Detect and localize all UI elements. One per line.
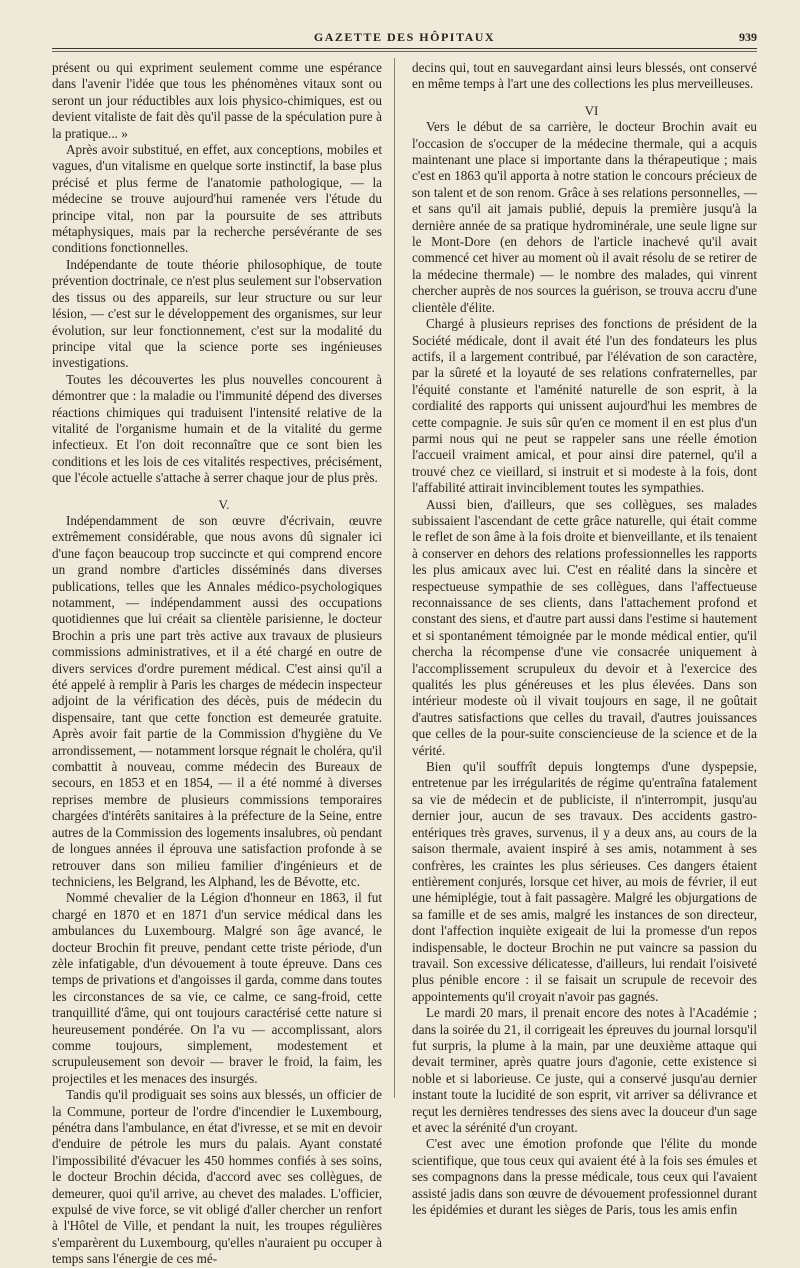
paragraph: Indépendante de toute théorie philosophique, de toute prévention doctrinale, ce n'est plus seulement sur l'observation des tissus ou des appareils, sur leur structure ou sur leur lésion, — c'est sur le développement des organismes, sur leur évolution, sur leur fonctionnement, c'est sur la modalité du principe vital que la science porte ses ingénieuses investigations. [52, 256, 382, 371]
header-rule-thin [52, 51, 757, 52]
paragraph: Vers le début de sa carrière, le docteur Brochin avait eu l'occasion de s'occuper de la médecine thermale, qui a acquis maintenant une place si importante dans la thérapeutique ; mais c'est en 1863 qu'il apporta à notre station le concours précieux de son talent et de son renom. Grâce à ses relations personnelles, — et sans qu'il ait jamais publié, depuis la première jusqu'à la dernière année de sa pratique hydrominérale, une seule ligne sur le Mont-Dore (en dehors de l'article inachevé qu'il avait commencé cet hiver au moment où il avait résolu de se retirer de la médecine thermale) — le nombre des malades, qui vinrent chercher auprès de nos sources la guérison, se trouva accru d'une clientèle d'élite. [412, 119, 757, 315]
paragraph: Indépendamment de son œuvre d'écrivain, œuvre extrêmement considérable, que nous avons dû signaler ici d'une façon beaucoup trop succincte et qui comprend encore un grand nombre d'articles disséminés dans diverses publications, telles que les Annales médico-psychologiques notamment, — indépendamment aussi des occupations quotidiennes que lui créait sa clientèle parisienne, le docteur Brochin a pris une part très active aux travaux de plusieurs commissions administratives, et il a été chargé en outre de divers services d'ordre purement médical. C'est ainsi qu'il a été appelé à remplir à Paris les charges de médecin inspecteur adjoint de la vérification des décès, puis de médecin du dispensaire, tant que cette fonction est demeurée gratuite. Après avoir fait partie de la Commission d'hygiène du Ve arrondissement, — notamment lorsque régnait le choléra, qu'il combattit à nouveau, comme médecin des Bureaux de secours, en 1853 et en 1854, — il a été nommé à diverses reprises membre de plusieurs commissions temporaires chargées d'intérêts sanitaires à la préfecture de la Seine, entre autres de la Commission des logements insalubres, où pendant de longues années il éprouva une satisfaction profonde à se retrouver dans son milieu familier d'ingénieurs et de techniciens, les Belgrand, les Alphand, les de Bévotte, etc. [52, 512, 382, 889]
left-column [52, 60, 382, 1268]
header-rule [52, 48, 757, 49]
paragraph: Bien qu'il souffrît depuis longtemps d'une dyspepsie, entretenue par les irrégularités de régime qu'entraîna fatalement sa vie de médecin et de publiciste, il n'interrompit, jusqu'au dernier jour, aucun de ses travaux. Des accidents gastro-entériques très graves, survenus, il y a deux ans, au cours de la saison thermale, avaient inspiré à ses amis, notamment à ses confrères, les craintes les plus sérieuses. Ces dangers étaient entièrement conjurés, lorsque cet hiver, au mois de février, il eut une hémiplégie, tout à fait passagère. Malgré les objurgations de sa famille et de ses amis, malgré les instances de son directeur, dont l'affection inquiète exigeait de lui la promesse d'un repos indispensable, le docteur Brochin ne put vaincre sa passion du travail. Son excessive délicatesse, d'ailleurs, lui rendait l'oisiveté plus pénible encore : il se faisait un scrupule de recevoir des appointements qu'il croyait n'avoir pas gagnés. [412, 759, 757, 1004]
page-header [52, 30, 757, 48]
paragraph: C'est avec une émotion profonde que l'élite du monde scientifique, que tous ceux qui avaient été à la fois ses émules et ses compagnons dans la presse médicale, tous ceux qui l'avaient assisté jadis dans son œuvre de dévouement professionnel durant les épidémies et durant les sièges de Paris, tous les amis enfin [412, 1136, 757, 1218]
paragraph: Après avoir substitué, en effet, aux conceptions, mobiles et vagues, d'un vitalisme en quelque sorte instinctif, la base plus précisé et plus ferme de l'anatomie pathologique, — la médecine se trouve aujourd'hui ramenée vers l'étude du principe vital, non par la poursuite de ses attributs métaphysiques, mais par la recherche persévérante de ses conditions fonctionnelles. [52, 142, 382, 256]
paragraph: Tandis qu'il prodiguait ses soins aux blessés, un officier de la Commune, porteur de l'ordre d'incendier le Luxembourg, pénétra dans l'ambulance, en état d'ivresse, et se mit en devoir d'enduire de pétrole les murs du palais. Ayant constaté l'impossibilité d'évacuer les 450 hommes confiés à ses soins, le docteur Brochin décida, d'accord avec ses collègues, de demeurer, quoi qu'il arrive, au chevet des malades. L'officier, expulsé de vive force, se vit obligé d'aller chercher un renfort à l'Hôtel de Ville, et pendant la nuit, les troupes régulières s'emparèrent du Luxembourg, qu'elles n'auraient pu occuper à temps sans l'énergie de ces mé- [52, 1087, 382, 1267]
paragraph: Le mardi 20 mars, il prenait encore des notes à l'Académie ; dans la soirée du 21, il corrigeait les épreuves du journal lorsqu'il fut surpris, la plume à la main, par une deuxième attaque qui devait terminer, après quatre jours d'agonie, cette existence si noble et si laborieuse. Ce juste, qui a conservé jusqu'au dernier instant toute la lucidité de son esprit, vit arriver sa délivrance et reçut les dernières tendresses des siens avec la douceur d'un sage et avec la sérénité d'un croyant. [412, 1005, 757, 1135]
section-heading: V. [218, 496, 230, 512]
paragraph: Chargé à plusieurs reprises des fonctions de président de la Société médicale, dont il avait été l'un des fondateurs les plus actifs, il a largement contribué, par l'élévation de son caractère, par la sûreté et la loyauté de ses relations confraternelles, par l'équité constante et l'aménité naturelle de son esprit, à la cordialité des rapports qui unissent aujourd'hui les membres de cette compagnie. Je suis sûr qu'en ce moment il en est plus d'un parmi nous qui ne peut se rappeler sans une réelle émotion l'accueil vraiment amical, et pour ainsi dire paternel, qu'il a trouvé chez ce vieillard, si instruit et si modeste à la fois, dont l'affabilité attirait invinciblement toutes les sympathies. [412, 316, 757, 496]
column-divider [394, 58, 395, 1098]
running-title: GAZETTE DES HÔPITAUX [313, 30, 496, 44]
page-number: 939 [739, 30, 757, 44]
section-heading: VI [584, 102, 599, 118]
paragraph: Nommé chevalier de la Légion d'honneur en 1863, il fut chargé en 1870 et en 1871 d'un service médical dans les ambulances du Luxembourg. Malgré son âge avancé, le docteur Brochin fit preuve, pendant cette triste période, d'un zèle infatigable, d'un dévouement à toute épreuve. Dans ces temps de privations et d'angoisses il garda, comme dans toutes les circonstances de sa vie, ce calme, ce sang-froid, cette tranquillité d'âme, qui ont toujours caractérisé cette nature si heureusement pondérée. On l'a vu — accomplissant, alors comme toujours, simplement, modestement et scrupuleusement son devoir — braver le froid, la faim, les projectiles et les menaces des insurgés. [52, 890, 382, 1086]
paragraph: Aussi bien, d'ailleurs, que ses collègues, ses malades subissaient l'ascendant de cette grâce naturelle, qui était comme le reflet de son âme à la fois droite et bienveillante, et ils tenaient à conserver en dehors des relations professionnelles les rapports les plus amicaux avec lui. C'est en réalité dans la sincère et respectueuse sympathie de ses collègues, dans l'affectueuse reconnaissance de ses clients, dans l'attachement profond et constant des siens, et d'autre part aussi dans l'estime si hautement et si spontanément témoignée par le monde médical entier, qu'il chercha la récompense d'une vie consacrée uniquement à l'accomplissement scrupuleux du devoir et à l'exercice des qualités les plus généreuses et les plus élevées. Dans son intérieur modeste où il vivait toujours en sage, il ne goûtait d'autres satisfactions que celles du travail, d'autres jouissances que celles de la pour-suite consciencieuse de la science et de la vérité. [412, 496, 757, 758]
paragraph: présent ou qui expriment seulement comme une espérance dans l'avenir l'idée que tous les phénomènes vitaux sont ou seront un jour réductibles aux lois physico-chimiques, est ou devient vitaliste de fait dès qu'il passe de la spéculation pure à la pratique... » [52, 60, 382, 141]
paragraph: Toutes les découvertes les plus nouvelles concourent à démontrer que : la maladie ou l'immunité dépend des diverses réactions chimiques qui traduisent l'intensité relative de la vitalité de l'organisme humain et de la vitalité du germe infectieux. Et l'on doit reconnaître que ce sont bien les conditions et les lois de ces vitalités respectives, précisément, que l'école actuelle s'attache à serrer chaque jour de plus près. [52, 371, 382, 486]
paragraph: decins qui, tout en sauvegardant ainsi leurs blessés, ont conservé en même temps à l'art une des collections les plus merveilleuses. [412, 60, 757, 92]
right-column [412, 60, 757, 1218]
